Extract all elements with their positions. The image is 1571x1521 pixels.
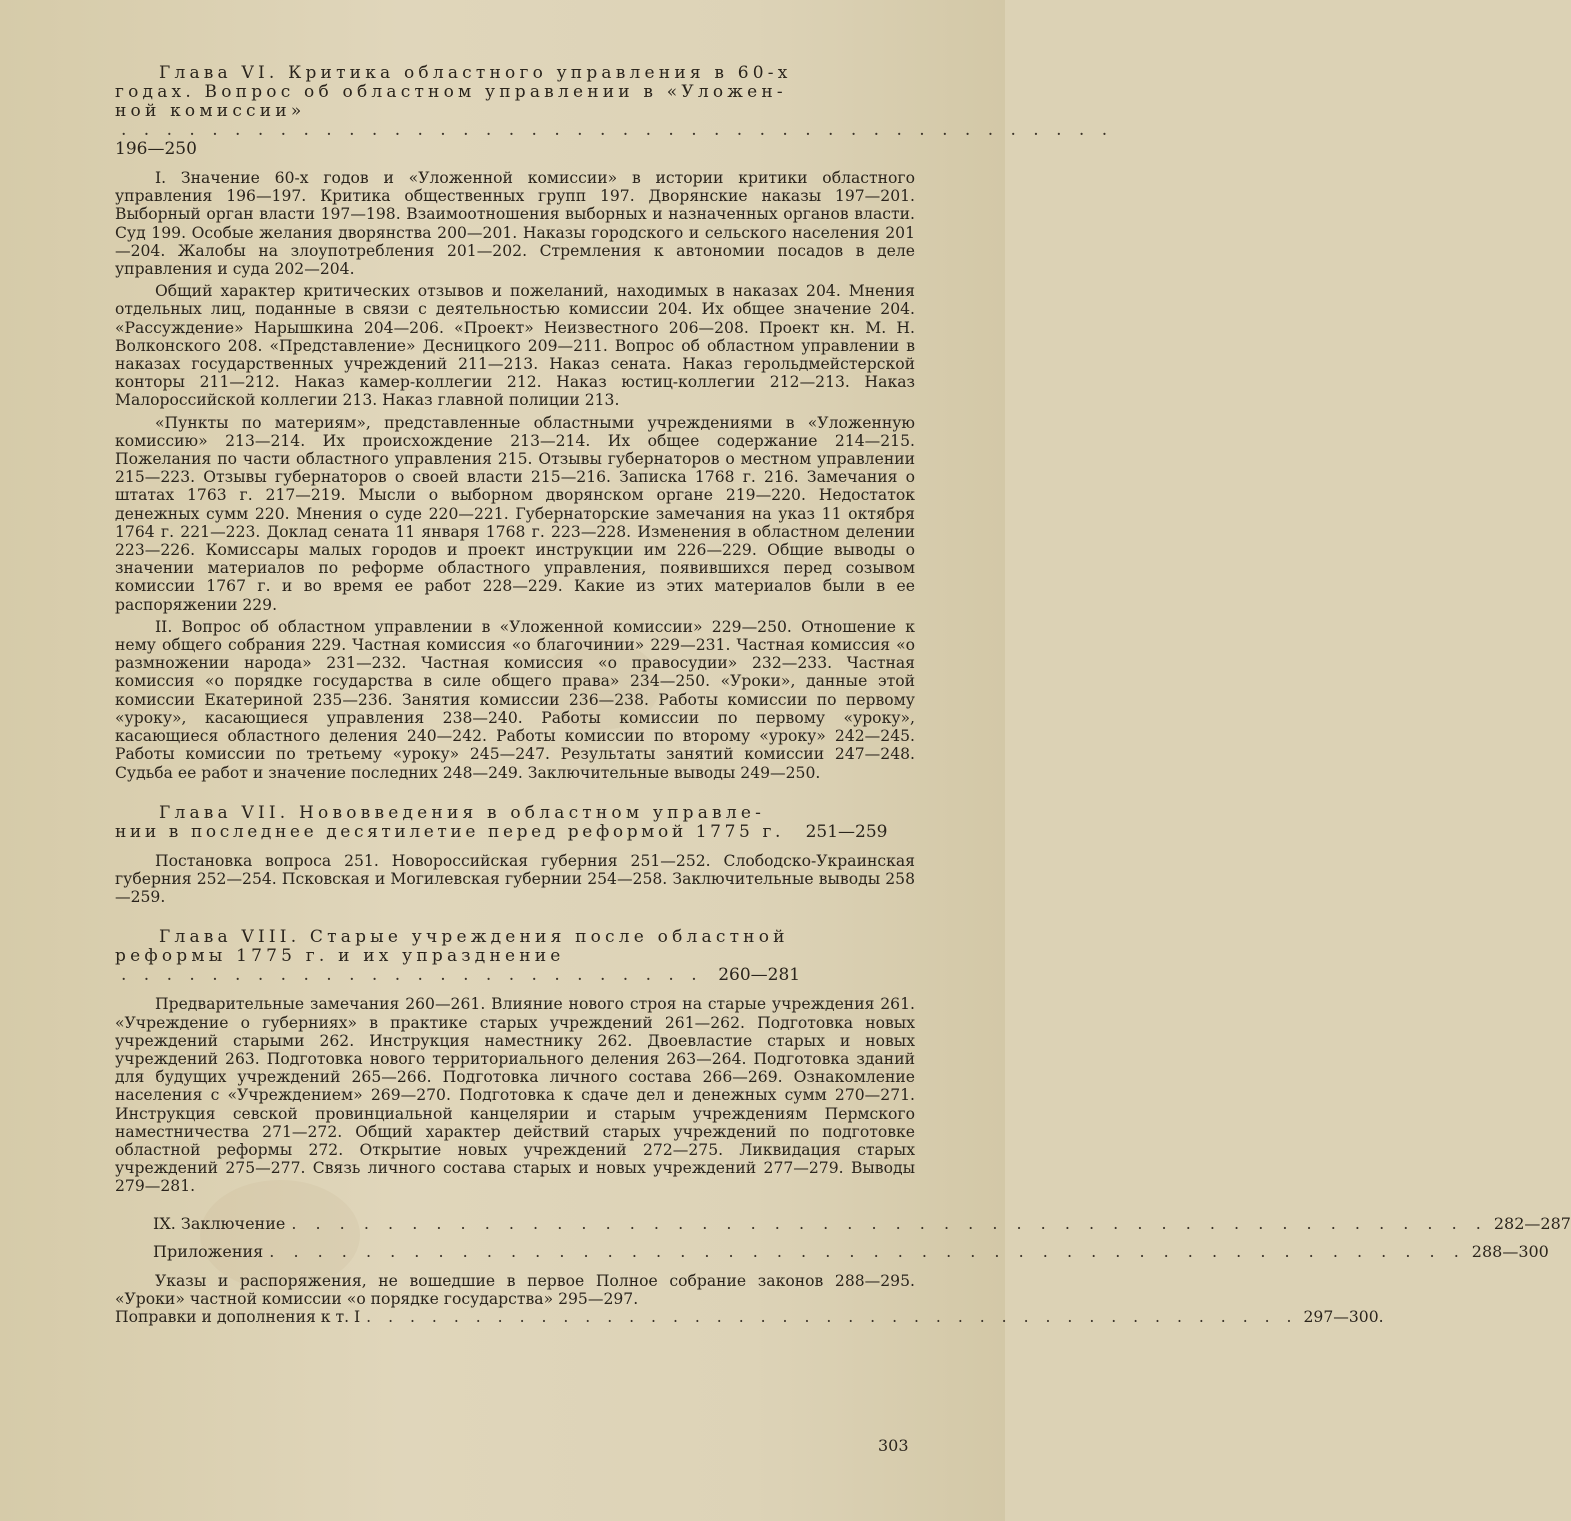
dot-leader: . . . . . . . . . . . . . . . . . . . . . . . . . . . . . . . . . . . . . . . . . . . . <box>121 120 1114 140</box>
dot-leader: . . . . . . . . . . . . . . . . . . . . . . . . . . . . . . . . . . . . . . . . . . . . . . . . . . <box>269 1241 1466 1261</box>
chapter-6-title-line-2: годах. Вопрос об областном управлении в «Уложен- <box>115 82 787 102</box>
chapter-8-title-line-1: Глава VIII. Старые учреждения после областной <box>159 927 789 948</box>
appendix-corrections-label: Поправки и дополнения к т. I <box>115 1307 361 1326</box>
chapter-7-title-line-1: Глава VII. Нововведения в областном управле- <box>159 802 766 823</box>
chapter-6-pages: 196—250 <box>115 139 197 159</box>
chapter-6-para-2: Общий характер критических отзывов и пожеланий, находимых в наказах 204. Мнения отдельных лиц, поданные в связи с деятельностью комиссии 204. Их общее значение 204. «Рассуждение» Нарышкина 204—206. «Проект» Неизвестного 206—208. Проект кн. М. Н. Волконского 208. «Представление» Десницкого 209—211. Вопрос об областном управлении в наказах государственных учреждений 211—213. Наказ сената. Наказ герольдмейстерской конторы 211—212. Наказ камер-коллегии 212. Наказ юстиц-коллегии 212—213. Наказ Малороссийской коллегии 213. Наказ главной полиции 213. <box>115 282 915 410</box>
chapter-9-pages: 282—287 <box>1493 1213 1571 1233</box>
chapter-7-heading <box>115 802 915 842</box>
chapter-8-pages: 260—281 <box>718 965 801 986</box>
chapter-7-para-1: Постановка вопроса 251. Новороссийская губерния 251—252. Слободско-Украинская губерния 252—254. Псковская и Могилевская губернии 254—258. Заключительные выводы 258—259. <box>115 851 915 907</box>
chapter-9-label: IX. Заключение <box>153 1213 286 1233</box>
chapter-8-para-1: Предварительные замечания 260—261. Влияние нового строя на старые учреждения 261. «Учреждение о губерниях» в практике старых учреждений 261—262. Подготовка новых учреждений старыми 262. Инструкция наместнику 262. Двоевластие старых и новых учреждений 263. Подготовка нового территориального деления 263—264. Подготовка зданий для будущих учреждений 265—266. Подготовка личного состава 266—269. Ознакомление населения с «Учреждением» 269—270. Подготовка к сдаче дел и денежных сумм 270—271. Инструкция севской провинциальной канцелярии и старым учреждениям Пермского наместничества 271—272. Общий характер действий старых учреждений по подготовке областной реформы 272. Открытие новых учреждений 272—275. Ликвидация старых учреждений 275—277. Связь личного состава старых и новых учреждений 277—279. Выводы 279—281. <box>115 995 915 1196</box>
chapter-6-heading <box>115 63 1114 159</box>
appendix-corrections-pages: 297—300. <box>1303 1307 1384 1326</box>
appendix-para-2 <box>115 1307 1384 1326</box>
dot-leader: . . . . . . . . . . . . . . . . . . . . . . . . . . <box>121 965 703 986</box>
chapter-6-para-3: «Пункты по материям», представленные областными учреждениями в «Уложенную комиссию» 213—214. Их происхождение 213—214. Их общее содержание 214—215. Пожелания по части областного управления 215. Отзывы губернаторов о местном управлении 215—223. Отзывы губернаторов о своей власти 215—216. Записка 1768 г. 216. Замечания о штатах 1763 г. 217—219. Мысли о выборном дворянском органе 219—220. Недостаток денежных сумм 220. Мнения о суде 220—221. Губернаторские замечания на указ 11 октября 1764 г. 221—223. Доклад сената 11 января 1768 г. 223—228. Изменения в областном делении 223—226. Комиссары малых городов и проект инструкции им 226—229. Общие выводы о значении материалов по реформе областного управления, появившихся перед созывом комиссии 1767 г. и во время ее работ 228—229. Какие из этих материалов были в ее распоряжении 229. <box>115 413 915 614</box>
appendix-label: Приложения <box>153 1241 264 1261</box>
appendix-para-1: Указы и распоряжения, не вошедшие в первое Полное собрание законов 288—295. «Уроки» частной комиссии «о порядке государства» 295—297. <box>115 1271 915 1308</box>
chapter-7-pages: 251—259 <box>805 821 888 842</box>
dot-leader: . . . . . . . . . . . . . . . . . . . . . . . . . . . . . . . . . . . . . . . . . . . . . . . . . . <box>291 1213 1488 1233</box>
page-number: 303 <box>878 1436 909 1455</box>
chapter-6-title-line-1: Глава VI. Критика областного управления в 60-х <box>159 63 792 83</box>
dot-leader: . . . . . . . . . . . . . . . . . . . . . . . . . . . . . . . . . . . . . . . . . . . <box>366 1307 1298 1326</box>
chapter-7-title-line-2 <box>115 823 915 842</box>
chapter-7-title-end: нии в последнее десятилетие перед реформой 1775 г. <box>115 821 784 842</box>
chapter-9-entry <box>153 1210 1571 1238</box>
chapter-6-para-1: I. Значение 60-х годов и «Уложенной комиссии» в истории критики областного управления 196—197. Критика общественных групп 197. Дворянские наказы 197—201. Выборный орган власти 197—198. Взаимоотношения выборных и назначенных органов власти. Суд 199. Особые желания дворянства 200—201. Наказы городского и сельского населения 201—204. Жалобы на злоупотребления 201—202. Стремления к автономии посадов в деле управления и суда 202—204. <box>115 169 915 279</box>
appendix-pages: 288—300 <box>1471 1241 1549 1261</box>
chapter-8-title-end: реформы 1775 г. и их упразднение <box>115 946 565 967</box>
chapter-6-para-4: II. Вопрос об областном управлении в «Уложенной комиссии» 229—250. Отношение к нему общего собрания 229. Частная комиссия «о благочинии» 229—231. Частная комиссия «о размножении народа» 231—232. Частная комиссия «о правосудии» 232—233. Частная комиссия «о порядке государства в силе общего права» 234—250. «Уроки», данные этой комиссии Екатериной 235—236. Занятия комиссии 236—238. Работы комиссии по первому «уроку», касающиеся управления 238—240. Работы комиссии по первому «уроку», касающиеся областного деления 240—242. Работы комиссии по второму «уроку» 242—245. Работы комиссии по третьему «уроку» 245—247. Результаты занятий комиссии 247—248. Судьба ее работ и значение последних 248—249. Заключительные выводы 249—250. <box>115 617 915 782</box>
toc-content <box>115 63 1571 1326</box>
chapter-6-title-end: ной комиссии» <box>115 101 306 121</box>
chapter-8-heading <box>115 927 915 986</box>
chapter-8-title-line-2 <box>115 947 915 985</box>
chapter-6-title-line-3 <box>115 101 1114 159</box>
appendix-entry <box>153 1238 1549 1266</box>
